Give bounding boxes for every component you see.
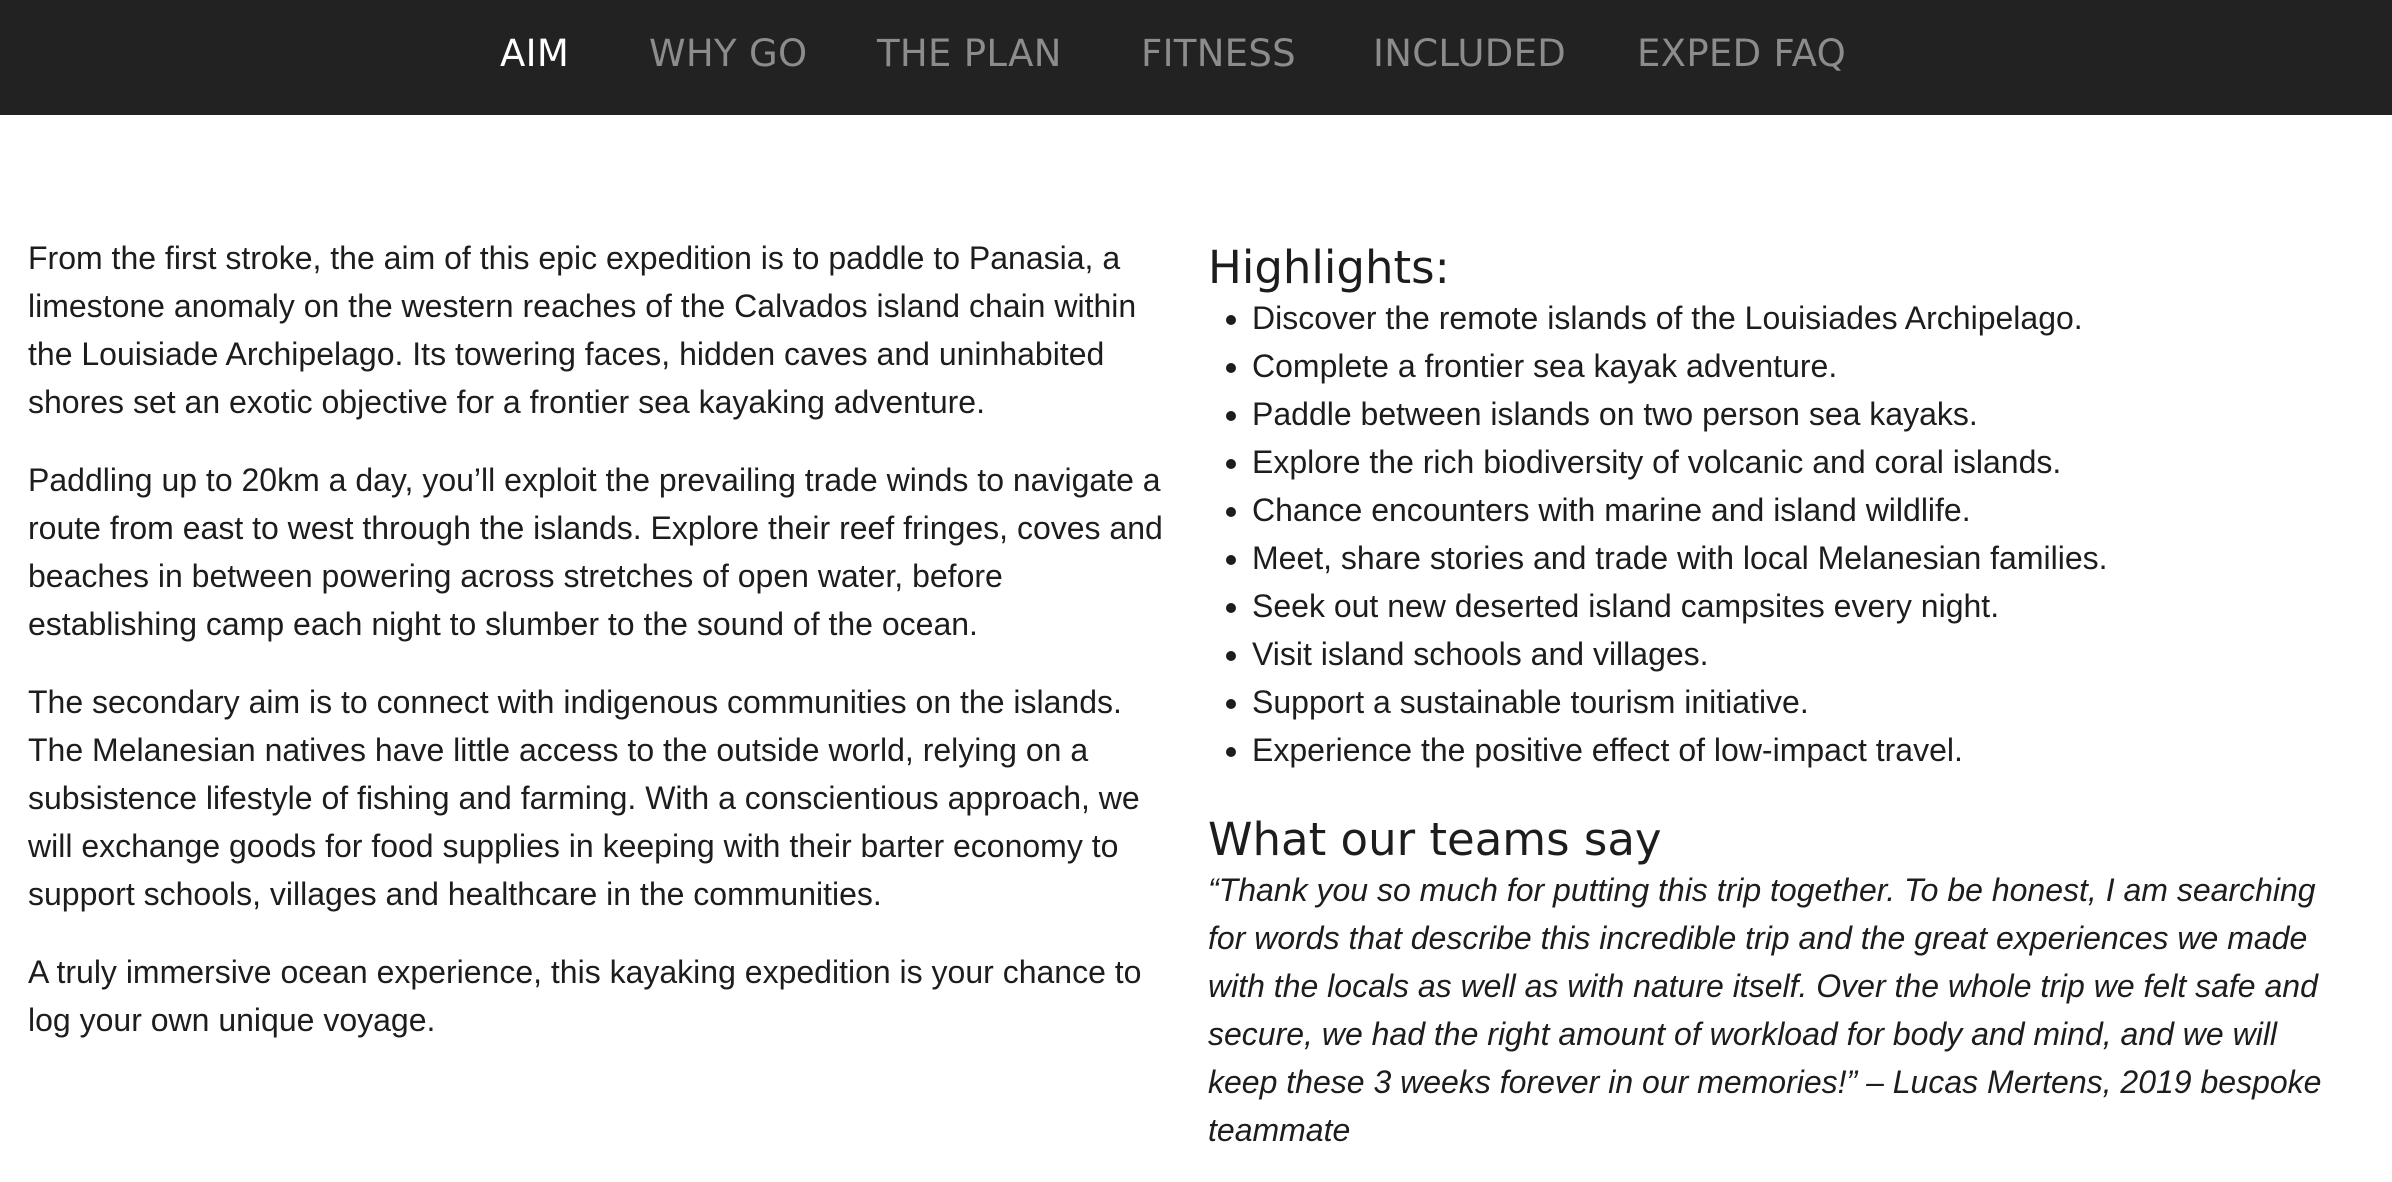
nav-item-why-go[interactable]: WHY GO <box>649 32 808 75</box>
nav-item-exped-faq[interactable]: EXPED FAQ <box>1637 32 1847 75</box>
nav-menu <box>0 29 2392 79</box>
nav-item-fitness[interactable]: FITNESS <box>1141 32 1296 75</box>
aim-section <box>28 234 1178 1074</box>
highlights-list <box>1208 294 2368 774</box>
highlight-item: • Complete a frontier sea kayak adventure. <box>1252 342 2368 390</box>
highlight-item: • Chance encounters with marine and island wildlife. <box>1252 486 2368 534</box>
highlight-item: • Discover the remote islands of the Louisiades Archipelago. <box>1252 294 2368 342</box>
highlight-item: • Explore the rich biodiversity of volcanic and coral islands. <box>1252 438 2368 486</box>
aim-paragraph: Paddling up to 20km a day, you’ll exploit the prevailing trade winds to navigate a route from east to west through the islands. Explore their reef fringes, coves and beaches in between powering across stretches of open water, before establishing camp each night to slumber to the sound of the ocean. <box>28 462 1163 642</box>
highlight-item: • Meet, share stories and trade with local Melanesian families. <box>1252 534 2368 582</box>
highlight-item: • Paddle between islands on two person sea kayaks. <box>1252 390 2368 438</box>
highlight-item: • Visit island schools and villages. <box>1252 630 2368 678</box>
highlights-heading: Highlights: <box>1208 241 1450 294</box>
highlight-item: • Seek out new deserted island campsites every night. <box>1252 582 2368 630</box>
testimonials-heading: What our teams say <box>1208 813 1662 866</box>
testimonial-quote: “Thank you so much for putting this trip together. To be honest, I am searching for words that describe this incredible trip and the great experiences we made with the locals as well as with nature itself. Over the whole trip we felt safe and secure, we had the right amount of workload for body and mind, and we will keep these 3 weeks forever in our memories!” – Lucas Mertens, 2019 bespoke teammate <box>1208 872 2322 1148</box>
aim-paragraph: A truly immersive ocean experience, this kayaking expedition is your chance to log your own unique voyage. <box>28 954 1142 1038</box>
highlight-item: • Experience the positive effect of low-impact travel. <box>1252 726 2368 774</box>
top-navigation-bar <box>0 0 2392 115</box>
highlights-section <box>1208 232 2368 1154</box>
highlight-item: • Support a sustainable tourism initiative. <box>1252 678 2368 726</box>
aim-paragraph: The secondary aim is to connect with indigenous communities on the islands. The Melanesian natives have little access to the outside world, relying on a subsistence lifestyle of fishing and farming. With a conscientious approach, we will exchange goods for food supplies in keeping with their barter economy to support schools, villages and healthcare in the communities. <box>28 684 1140 912</box>
aim-paragraph: From the first stroke, the aim of this epic expedition is to paddle to Panasia, a limestone anomaly on the western reaches of the Calvados island chain within the Louisiade Archipelago. Its towering faces, hidden caves and uninhabited shores set an exotic objective for a frontier sea kayaking adventure. <box>28 240 1137 420</box>
nav-item-the-plan[interactable]: THE PLAN <box>877 32 1062 75</box>
nav-item-aim[interactable]: AIM <box>500 32 570 75</box>
nav-item-included[interactable]: INCLUDED <box>1373 32 1567 75</box>
